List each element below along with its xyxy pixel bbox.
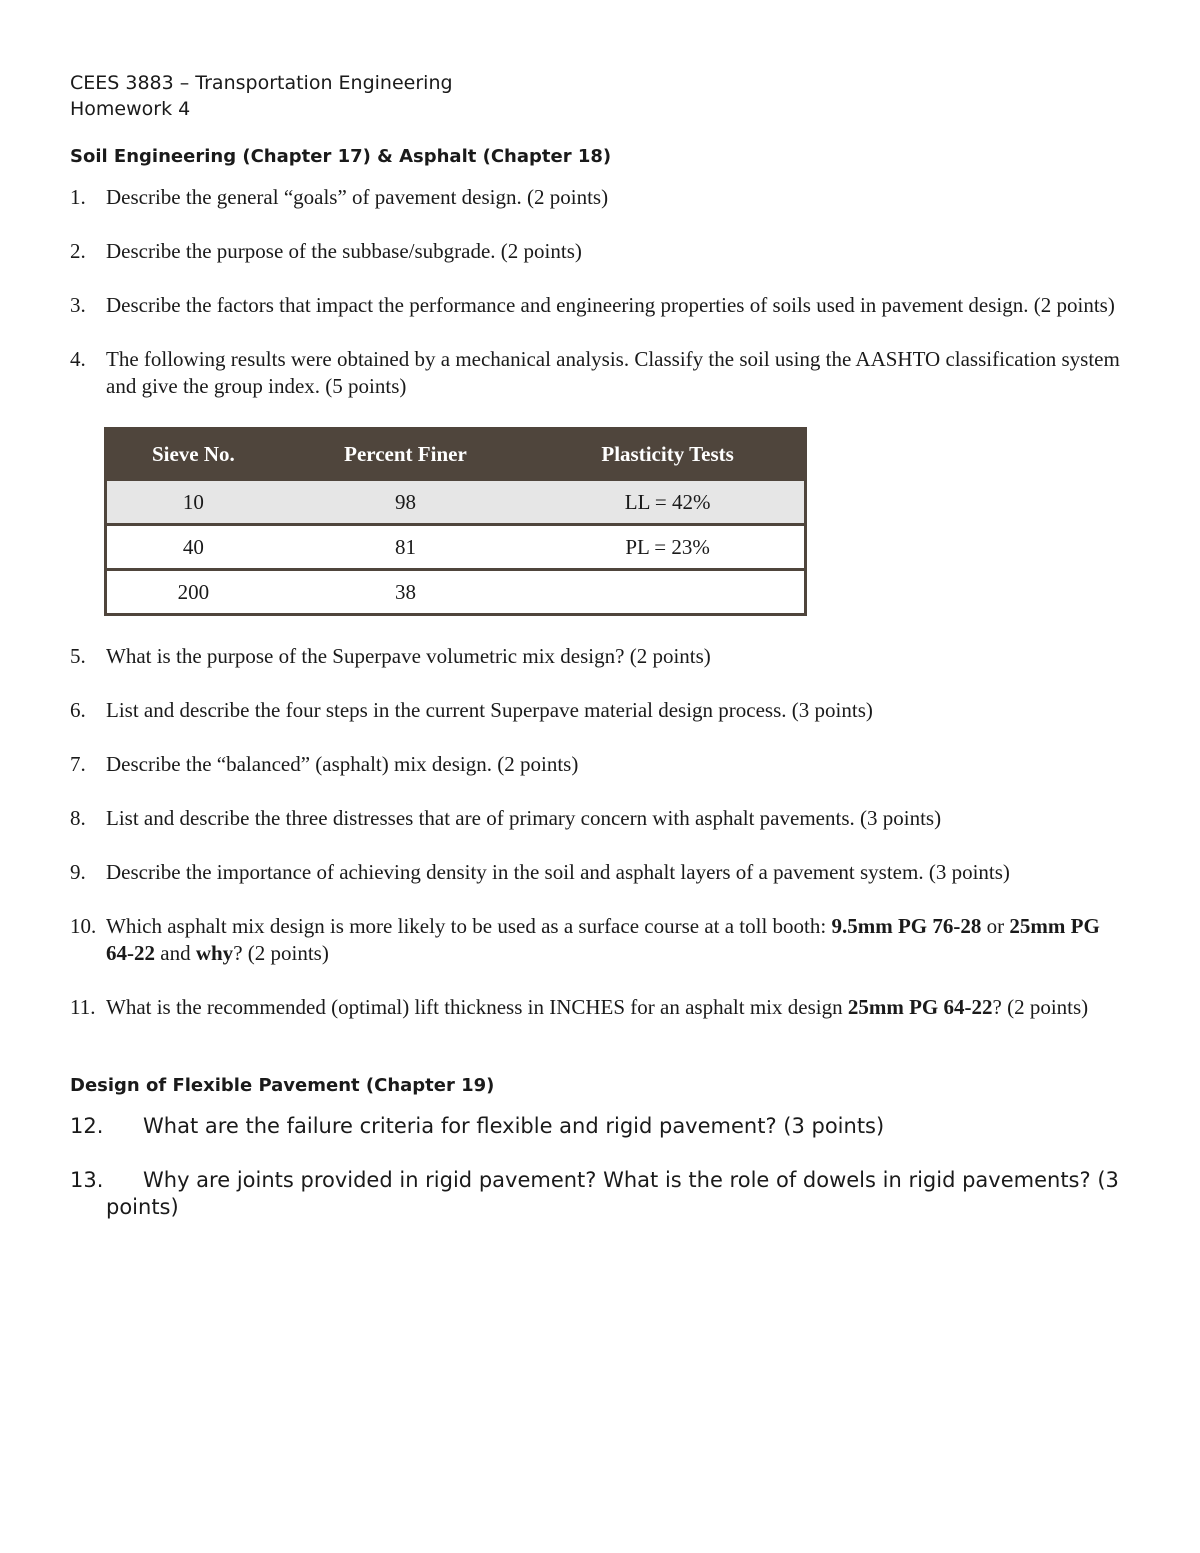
assignment-title: Homework 4 — [70, 98, 191, 120]
question-text: The following results were obtained by a mechanical analysis. Classify the soil using the AASHTO classification system and give the group index. (5 points) — [106, 347, 1120, 398]
column-header-sieve: Sieve No. — [106, 429, 280, 480]
question-number: 7. — [70, 752, 86, 776]
text-run: ? (2 points) — [233, 941, 329, 965]
question-text: Describe the “balanced” (asphalt) mix design. (2 points) — [106, 752, 579, 776]
question-1 — [70, 184, 1130, 211]
question-text — [106, 1168, 1119, 1219]
table-cell — [531, 570, 805, 615]
question-number: 13. — [70, 1168, 104, 1192]
question-number: 2. — [70, 239, 86, 263]
text-run: Which asphalt mix design is more likely to be used as a surface course at a toll booth: — [106, 914, 832, 938]
table-cell: 10 — [106, 480, 280, 525]
question-2 — [70, 238, 1130, 265]
sieve-analysis-table — [104, 427, 807, 616]
question-number: 11. — [70, 995, 96, 1019]
question-3 — [70, 292, 1130, 319]
table-cell: 81 — [280, 525, 532, 570]
question-7 — [70, 751, 1130, 778]
table-row — [106, 525, 806, 570]
text-run: or — [981, 914, 1010, 938]
question-text-run: What are the failure criteria for flexible and rigid pavement? (3 points) — [143, 1114, 885, 1138]
question-number: 4. — [70, 347, 86, 371]
question-text — [106, 914, 1100, 965]
mix-design: 25mm PG 64-22 — [847, 995, 993, 1019]
table-cell: 98 — [280, 480, 532, 525]
table-cell: 200 — [106, 570, 280, 615]
question-list-section2 — [70, 1113, 1130, 1221]
question-number: 5. — [70, 644, 86, 668]
section-heading-soil-asphalt: Soil Engineering (Chapter 17) & Asphalt (Chapter 18) — [70, 146, 612, 167]
question-11 — [70, 994, 1130, 1021]
question-number: 12. — [70, 1114, 104, 1138]
question-text-run: Why are joints provided in rigid pavement? What is the role of dowels in rigid pavements? (3 points) — [106, 1168, 1119, 1219]
question-text: List and describe the three distresses that are of primary concern with asphalt pavements. (3 points) — [106, 806, 942, 830]
column-header-plasticity: Plasticity Tests — [531, 429, 805, 480]
question-text: What is the purpose of the Superpave volumetric mix design? (2 points) — [106, 644, 711, 668]
question-number: 8. — [70, 806, 86, 830]
table-header-row — [106, 429, 806, 480]
text-run: ? (2 points) — [992, 995, 1089, 1019]
question-6 — [70, 697, 1130, 724]
question-number: 6. — [70, 698, 86, 722]
column-header-percent-finer: Percent Finer — [280, 429, 532, 480]
question-text — [106, 995, 1088, 1019]
question-8 — [70, 805, 1130, 832]
text-run: and — [155, 941, 196, 965]
question-text: Describe the purpose of the subbase/subgrade. (2 points) — [106, 239, 582, 263]
mix-option-b: 25mm PG 64-22 — [106, 914, 1100, 965]
question-text: Describe the general “goals” of pavement design. (2 points) — [106, 185, 609, 209]
question-text: Describe the factors that impact the performance and engineering properties of soils used in pavement design. (2 points) — [106, 293, 1115, 317]
table-cell: 38 — [280, 570, 532, 615]
text-run: What is the recommended (optimal) lift thickness in INCHES for an asphalt mix design — [106, 995, 848, 1019]
question-text: Describe the importance of achieving density in the soil and asphalt layers of a pavement system. (3 points) — [106, 860, 1010, 884]
table-row — [106, 480, 806, 525]
table-cell: 40 — [106, 525, 280, 570]
question-list-section1 — [70, 184, 1130, 400]
question-12 — [70, 1113, 1130, 1140]
section-heading-flexible-pavement: Design of Flexible Pavement (Chapter 19) — [70, 1075, 495, 1096]
question-10 — [70, 913, 1130, 967]
question-text — [106, 1114, 884, 1138]
mix-option-a: 9.5mm PG 76-28 — [831, 914, 982, 938]
question-list-section1-cont — [70, 643, 1130, 1021]
question-number: 9. — [70, 860, 86, 884]
question-4 — [70, 346, 1130, 400]
question-text: List and describe the four steps in the current Superpave material design process. (3 points) — [106, 698, 873, 722]
question-number: 1. — [70, 185, 86, 209]
question-13 — [70, 1167, 1130, 1221]
question-number: 10. — [70, 914, 97, 938]
emphasis-why: why — [195, 941, 234, 965]
table-cell: LL = 42% — [531, 480, 805, 525]
document-page — [70, 70, 1130, 1221]
course-title: CEES 3883 – Transportation Engineering — [70, 72, 453, 94]
question-9 — [70, 859, 1130, 886]
table-cell: PL = 23% — [531, 525, 805, 570]
question-number: 3. — [70, 293, 86, 317]
question-5 — [70, 643, 1130, 670]
table-row — [106, 570, 806, 615]
